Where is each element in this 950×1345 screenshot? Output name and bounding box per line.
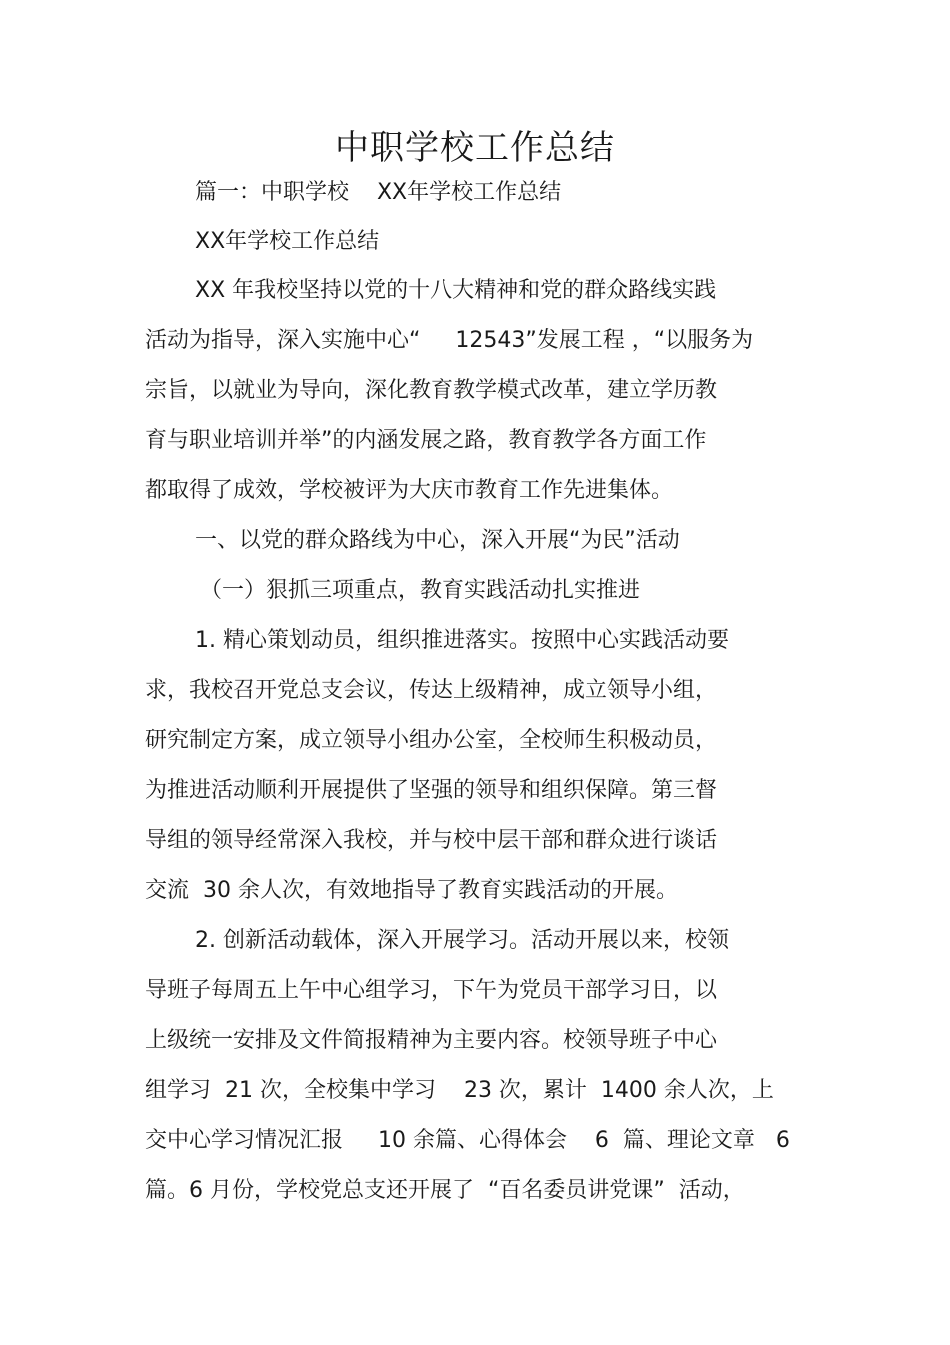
text-line: 宗旨，以就业为导向，深化教育教学模式改革，建立学历教 [145, 378, 718, 403]
text-line: 求，我校召开党总支会议，传达上级精神，成立领导小组， [145, 678, 718, 703]
text-line: 育与职业培训并举”的内涵发展之路，教育教学各方面工作 [145, 428, 707, 453]
text-line: （一）狠抓三项重点，教育实践活动扎实推进 [200, 578, 641, 603]
text-line: 导班子每周五上午中心组学习，下午为党员干部学习日，以 [145, 978, 718, 1003]
text-line: 1. 精心策划动员，组织推进落实。按照中心实践活动要 [195, 628, 729, 653]
text-line: 篇一：中职学校 XX年学校工作总结 [195, 180, 562, 205]
text-line: 一、以党的群众路线为中心，深入开展“为民”活动 [195, 528, 680, 553]
text-line: 组学习 21 次，全校集中学习 23 次，累计 1400 余人次，上 [145, 1078, 774, 1103]
text-line: 上级统一安排及文件简报精神为主要内容。校领导班子中心 [145, 1028, 718, 1053]
text-line: 篇。6 月份，学校党总支还开展了 “百名委员讲党课” 活动， [145, 1178, 745, 1203]
text-line: 都取得了成效，学校被评为大庆市教育工作先进集体。 [145, 478, 674, 503]
document-title: 中职学校工作总结 [335, 128, 615, 168]
text-line: 活动为指导，深入实施中心“ 12543”发展工程 ，“以服务为 [145, 328, 754, 353]
text-line: XX 年我校坚持以党的十八大精神和党的群众路线实践 [195, 278, 717, 303]
text-line: XX年学校工作总结 [195, 229, 380, 254]
text-line: 交中心学习情况汇报 10 余篇、心得体会 6 篇、理论文章 6 [145, 1128, 790, 1153]
text-line: 导组的领导经常深入我校，并与校中层干部和群众进行谈话 [145, 828, 718, 853]
text-line: 为推进活动顺利开展提供了坚强的领导和组织保障。第三督 [145, 778, 718, 803]
text-line: 交流 30 余人次，有效地指导了教育实践活动的开展。 [145, 878, 678, 903]
text-line: 2. 创新活动载体，深入开展学习。活动开展以来，校领 [195, 928, 729, 953]
text-line: 研究制定方案，成立领导小组办公室，全校师生积极动员， [145, 728, 718, 753]
